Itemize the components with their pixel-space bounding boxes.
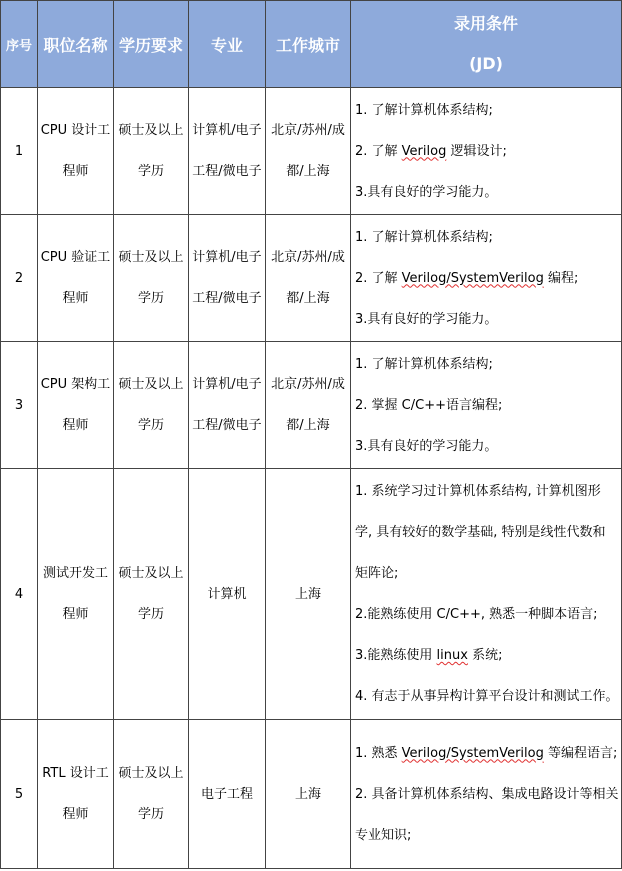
title-cell-line2: 程师 (62, 607, 89, 622)
major-cell-line2: 工程/微电子 (192, 418, 262, 433)
spellcheck-term: Verilog (401, 143, 447, 159)
condition-line (355, 344, 621, 385)
spellcheck-term: Verilog/SystemVerilog (401, 270, 544, 286)
conditions-cell (351, 88, 622, 215)
condition-line (355, 172, 621, 213)
title-cell (38, 342, 114, 469)
condition-text: 3.具有良好的学习能力。 (355, 438, 498, 454)
title-cell-line2: 程师 (62, 418, 89, 433)
conditions-cell (351, 469, 622, 720)
condition-text: 2. 了解 (355, 143, 402, 159)
condition-line (355, 635, 621, 676)
major-cell-line1: 计算机/电子 (192, 250, 262, 265)
title-cell-line1: CPU 架构工 (40, 377, 111, 392)
header-conditions-jd: (JD) (469, 54, 503, 73)
spellcheck-term: linux (436, 648, 468, 663)
condition-line (355, 217, 621, 258)
city-cell (266, 215, 351, 342)
condition-text: 2.能熟练使用 C/C++, 熟悉一种脚本语言; (355, 607, 598, 622)
major-cell (189, 88, 266, 215)
condition-text: 3.具有良好的学习能力。 (355, 184, 498, 200)
condition-text: 矩阵论; (355, 566, 399, 581)
condition-text: 2. 了解 (355, 270, 402, 286)
condition-text: 2. 掌握 C/C++语言编程; (355, 397, 503, 413)
edu-cell-line1: 硕士及以上 (118, 766, 184, 781)
table-row (1, 469, 622, 720)
city-cell (266, 469, 351, 720)
edu-cell-line1: 硕士及以上 (118, 250, 184, 265)
condition-text: 学, 具有较好的数学基础, 特别是线性代数和 (355, 525, 606, 540)
seq-cell: 5 (1, 720, 38, 869)
seq-cell: 2 (1, 215, 38, 342)
edu-cell-line2: 学历 (137, 164, 164, 179)
header-major: 专业 (189, 1, 266, 88)
edu-cell-line2: 学历 (137, 807, 164, 822)
header-seq: 序号 (1, 1, 38, 88)
city-cell-line1: 上海 (294, 586, 321, 602)
condition-line (355, 594, 621, 635)
conditions-cell (351, 720, 622, 869)
seq-cell: 3 (1, 342, 38, 469)
table-row (1, 342, 622, 469)
condition-line (355, 774, 621, 815)
header-conditions-label: 录用条件 (453, 14, 518, 33)
city-cell (266, 720, 351, 869)
condition-text-tail: 等编程语言; (543, 745, 618, 761)
edu-cell (114, 469, 189, 720)
title-cell-line1: 测试开发工 (42, 566, 108, 581)
major-cell-line2: 工程/微电子 (192, 291, 262, 306)
condition-text-tail: 编程; (543, 270, 579, 286)
major-cell (189, 342, 266, 469)
city-cell-line2: 都/上海 (286, 418, 330, 433)
condition-text: 1. 了解计算机体系结构; (355, 356, 493, 372)
condition-text: 3.能熟练使用 (355, 648, 437, 663)
condition-line (355, 426, 621, 467)
edu-cell-line2: 学历 (137, 418, 164, 433)
title-cell-line1: CPU 验证工 (40, 250, 111, 265)
seq-cell: 1 (1, 88, 38, 215)
major-cell-line1: 计算机 (207, 586, 247, 602)
seq-cell: 4 (1, 469, 38, 720)
title-cell-line1: CPU 设计工 (40, 123, 111, 138)
condition-text: 1. 系统学习过计算机体系结构, 计算机图形 (355, 484, 601, 499)
major-cell-line1: 电子工程 (200, 786, 253, 802)
header-conditions (351, 1, 622, 88)
edu-cell-line1: 硕士及以上 (118, 123, 184, 138)
major-cell (189, 469, 266, 720)
condition-line (355, 131, 621, 172)
title-cell (38, 88, 114, 215)
condition-text-tail: 系统; (467, 648, 503, 663)
city-cell-line2: 都/上海 (286, 164, 330, 179)
condition-text: 4. 有志于从事异构计算平台设计和测试工作。 (355, 689, 619, 704)
edu-cell-line1: 硕士及以上 (118, 377, 184, 392)
condition-line (355, 385, 621, 426)
condition-line (355, 299, 621, 340)
header-edu: 学历要求 (114, 1, 189, 88)
condition-line (355, 815, 621, 856)
city-cell-line2: 都/上海 (286, 291, 330, 306)
major-cell-line1: 计算机/电子 (192, 377, 262, 392)
major-cell-line1: 计算机/电子 (192, 123, 262, 138)
table-row (1, 215, 622, 342)
title-cell (38, 215, 114, 342)
edu-cell (114, 215, 189, 342)
edu-cell-line2: 学历 (137, 607, 164, 622)
title-cell-line2: 程师 (62, 807, 89, 822)
title-cell-line2: 程师 (62, 291, 89, 306)
condition-line (355, 553, 621, 594)
city-cell (266, 88, 351, 215)
edu-cell-line2: 学历 (137, 291, 164, 306)
condition-line (355, 512, 621, 553)
city-cell (266, 342, 351, 469)
header-row (1, 1, 622, 88)
title-cell-line1: RTL 设计工 (42, 766, 109, 781)
title-cell (38, 720, 114, 869)
header-city: 工作城市 (266, 1, 351, 88)
major-cell (189, 215, 266, 342)
major-cell (189, 720, 266, 869)
title-cell (38, 469, 114, 720)
condition-text-tail: 逻辑设计; (446, 143, 507, 159)
edu-cell (114, 720, 189, 869)
condition-line (355, 733, 621, 774)
header-title: 职位名称 (38, 1, 114, 88)
conditions-cell (351, 215, 622, 342)
table-row (1, 88, 622, 215)
edu-cell-line1: 硕士及以上 (118, 566, 184, 581)
major-cell-line2: 工程/微电子 (192, 164, 262, 179)
city-cell-line1: 上海 (294, 786, 321, 802)
condition-text: 1. 了解计算机体系结构; (355, 229, 493, 245)
edu-cell (114, 88, 189, 215)
condition-text: 专业知识; (355, 827, 412, 843)
edu-cell (114, 342, 189, 469)
city-cell-line1: 北京/苏州/成 (271, 250, 345, 265)
condition-text: 1. 熟悉 (355, 745, 402, 761)
city-cell-line1: 北京/苏州/成 (271, 377, 345, 392)
title-cell-line2: 程师 (62, 164, 89, 179)
condition-text: 1. 了解计算机体系结构; (355, 102, 493, 118)
condition-text: 3.具有良好的学习能力。 (355, 311, 498, 327)
spellcheck-term: Verilog/SystemVerilog (401, 745, 544, 761)
table-row (1, 720, 622, 869)
condition-text: 2. 具备计算机体系结构、集成电路设计等相关 (355, 786, 619, 802)
city-cell-line1: 北京/苏州/成 (271, 123, 345, 138)
condition-line (355, 90, 621, 131)
condition-line (355, 471, 621, 512)
condition-line (355, 258, 621, 299)
conditions-cell (351, 342, 622, 469)
condition-line (355, 676, 621, 717)
